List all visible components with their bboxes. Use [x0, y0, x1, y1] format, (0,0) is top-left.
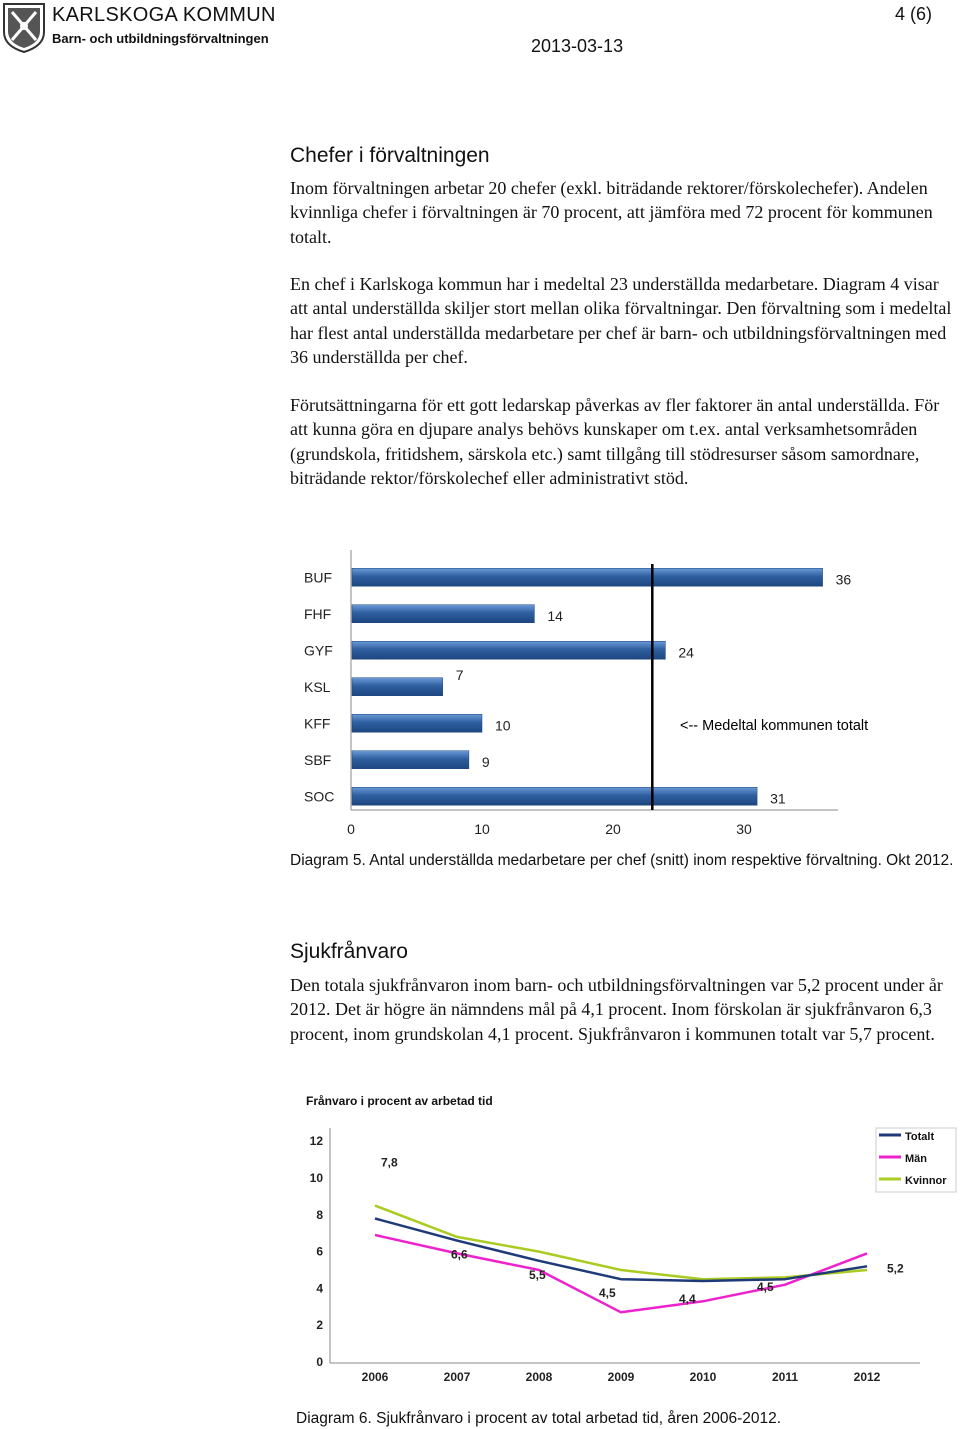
x-tick-label: 2012: [853, 1370, 881, 1384]
data-label: 24: [678, 644, 694, 661]
y-tick-label: 8: [316, 1207, 323, 1222]
data-label: 14: [547, 607, 563, 624]
data-label: 4,5: [757, 1280, 774, 1295]
section-heading-sjukfranvaro: Sjukfrånvaro: [290, 940, 408, 963]
bar-sbf: [352, 751, 469, 769]
y-tick-label: 6: [316, 1244, 323, 1259]
y-tick-label: 2: [316, 1318, 323, 1333]
bar-ksl: [352, 678, 443, 696]
data-label: 4,5: [599, 1286, 616, 1301]
section-heading-chefer: Chefer i förvaltningen: [290, 144, 490, 167]
data-label: 4,4: [679, 1292, 696, 1307]
bar-chart-underställda: [290, 548, 910, 843]
y-tick-label: 4: [316, 1281, 323, 1296]
y-tick-label: 10: [309, 1171, 323, 1185]
data-label: 7,8: [381, 1155, 398, 1170]
y-tick-label: 0: [316, 1355, 323, 1369]
category-label: SBF: [304, 751, 332, 768]
line-chart-franvaro: [290, 1088, 960, 1398]
x-tick-label: 2009: [607, 1370, 635, 1384]
paragraph-sjukfranvaro: Den totala sjukfrånvaron inom barn- och utbildningsförvaltningen var 5,2 procent under år 2012. Det är högre än nämndens mål på 4,1 procent. Inom förskolan är sjukfrånvaron 6,3 procent, inom grundskolan 4,1 procent. Sjukfrånvaron i kommunen totalt var 5,7 procent.: [290, 975, 943, 1044]
data-label: 5,2: [887, 1261, 904, 1276]
category-label: FHF: [304, 605, 332, 622]
data-label: 36: [835, 571, 852, 588]
x-tick-label: 20: [605, 821, 621, 837]
chart-title: Frånvaro i procent av arbetad tid: [306, 1094, 493, 1108]
bar-fhf: [352, 605, 534, 623]
karlskoga-logo-icon: [2, 2, 46, 54]
x-tick-label: 2010: [689, 1370, 717, 1384]
series-line-kvinnor: [375, 1206, 867, 1280]
page-number: 4 (6): [895, 4, 933, 24]
data-label: 10: [495, 717, 511, 734]
x-tick-label: 2007: [443, 1370, 471, 1384]
bar-kff: [352, 714, 482, 732]
department-name: Barn- och utbildningsförvaltningen: [52, 31, 269, 46]
category-label: GYF: [304, 642, 333, 659]
data-label: 6,6: [451, 1247, 468, 1262]
legend-label: Kvinnor: [905, 1175, 947, 1187]
legend-label: Män: [905, 1153, 927, 1165]
legend-label: Totalt: [905, 1131, 935, 1143]
x-tick-label: 2011: [771, 1370, 799, 1384]
data-label: 31: [770, 790, 786, 807]
org-name: KARLSKOGA KOMMUN: [52, 4, 276, 26]
series-line-man: [375, 1235, 867, 1312]
x-tick-label: 30: [736, 821, 752, 837]
category-label: KFF: [304, 715, 331, 732]
category-label: BUF: [304, 569, 332, 586]
series-line-totalt: [375, 1219, 867, 1282]
bar-buf: [352, 568, 823, 586]
y-tick-label: 12: [309, 1134, 323, 1149]
document-date: 2013-03-13: [531, 36, 624, 56]
paragraph-1: Inom förvaltningen arbetar 20 chefer (exkl. biträdande rektorer/förskolechefer). Andelen kvinnliga chefer i förvaltningen är 70 procent, att jämföra med 72 procent för kommunen totalt.: [290, 178, 933, 247]
x-tick-label: 2006: [361, 1370, 389, 1384]
x-tick-label: 2008: [525, 1370, 553, 1384]
reference-line-label: <-- Medeltal kommunen totalt: [680, 718, 869, 734]
data-label: 9: [481, 753, 490, 770]
paragraph-2: En chef i Karlskoga kommun har i medeltal 23 underställda medarbetare. Diagram 4 visar att antal underställda skiljer stort mellan olika förvaltningar. Den förvaltning som i medeltal har flest antal underställda medarbetare per chef är barn- och utbildningsförvaltningen med 36 underställda per chef.: [290, 274, 952, 367]
diagram5-caption: Diagram 5. Antal underställda medarbetare per chef (snitt) inom respektive förvaltning. Okt 2012.: [290, 852, 954, 869]
bar-soc: [352, 787, 757, 805]
data-label: 7: [455, 666, 464, 683]
x-tick-label: 10: [474, 821, 490, 837]
data-label: 5,5: [529, 1267, 546, 1282]
diagram6-caption: Diagram 6. Sjukfrånvaro i procent av total arbetad tid, åren 2006-2012.: [296, 1410, 782, 1427]
category-label: KSL: [304, 678, 331, 695]
paragraph-3: Förutsättningarna för ett gott ledarskap påverkas av fler faktorer än antal underställda. För att kunna göra en djupare analys behövs kunskaper om t.ex. antal verksamhetsområden (grundskola, fritidshem, särskola etc.) samt tillgång till stödresurser såsom samordnare, biträdande rektor/förskolechef eller administrativt stöd.: [290, 395, 940, 488]
category-label: SOC: [304, 788, 335, 805]
x-tick-label: 0: [347, 821, 355, 837]
bar-gyf: [352, 641, 665, 659]
